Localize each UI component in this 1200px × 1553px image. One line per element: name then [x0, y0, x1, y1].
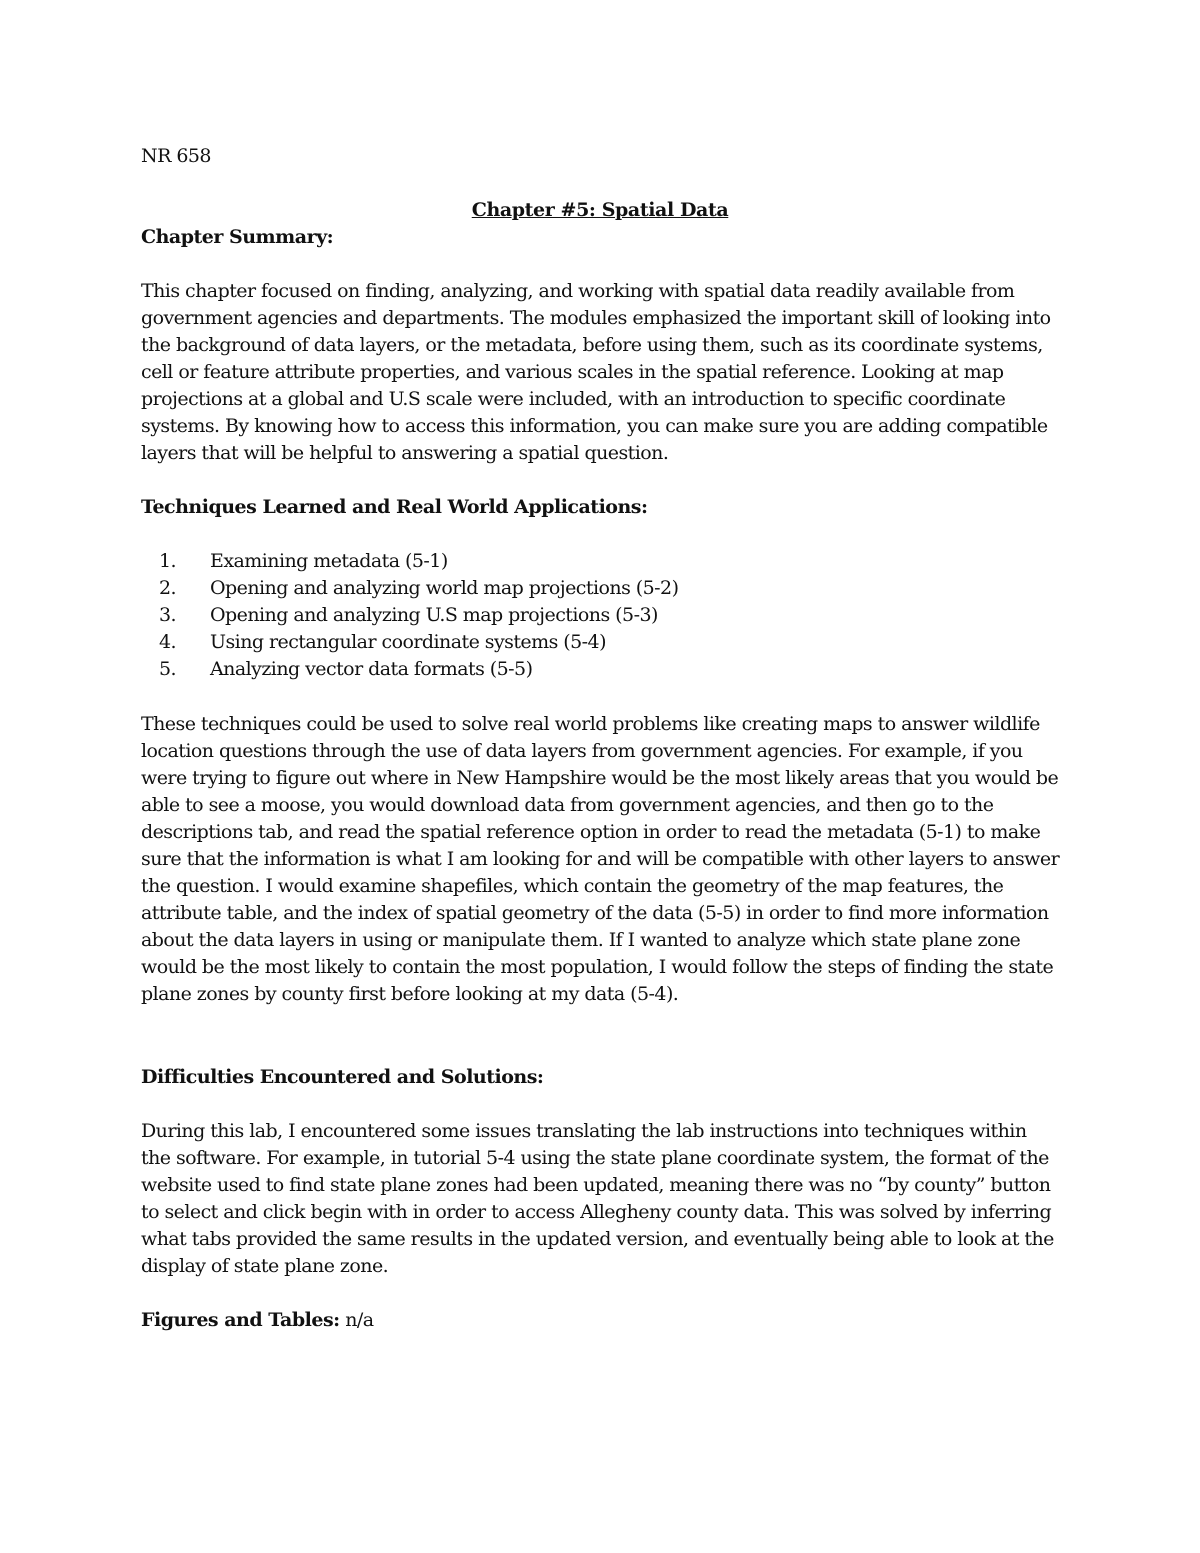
difficulties-heading: Difficulties Encountered and Solutions:: [141, 1066, 544, 1088]
techniques-list: [141, 548, 678, 683]
figures-label: Figures and Tables:: [141, 1309, 340, 1331]
list-item-number: 1.: [158, 550, 176, 572]
applications-paragraph: These techniques could be used to solve real world problems like creating maps to answer wildlife location questions through the use of data layers from government agencies. For example, if you were trying to figure out where in New Hampshire would be the most likely areas that you would be able to see a moose, you would download data from government agencies, and then go to the descriptions tab, and read the spatial reference option in order to read the metadata (5-1) to make sure that the information is what I am looking for and will be compatible with other layers to answer the question. I would examine shapefiles, which contain the geometry of the map features, the attribute table, and the index of spatial geometry of the data (5-5) in order to find more information about the data layers in using or manipulate them. If I wanted to analyze which state plane zone would be the most likely to contain the most population, I would follow the steps of finding the state plane zones by county first before looking at my data (5-4).: [141, 713, 1060, 1005]
list-item-number: 3.: [158, 604, 176, 626]
list-item-text: Analyzing vector data formats (5-5): [210, 658, 533, 680]
techniques-heading: Techniques Learned and Real World Applications:: [141, 496, 648, 518]
list-item: [141, 656, 678, 683]
list-item-text: Opening and analyzing U.S map projections (5-3): [210, 604, 658, 626]
list-item-number: 2.: [158, 577, 176, 599]
course-code: NR 658: [141, 145, 211, 167]
chapter-title: Chapter #5: Spatial Data: [471, 199, 729, 221]
list-item-number: 5.: [158, 658, 176, 680]
list-item-text: Opening and analyzing world map projections (5-2): [210, 577, 679, 599]
figures-value: n/a: [345, 1309, 374, 1331]
difficulties-paragraph: During this lab, I encountered some issues translating the lab instructions into techniques within the software. For example, in tutorial 5-4 using the state plane coordinate system, the format of the website used to find state plane zones had been updated, meaning there was no “by county” button to select and click begin with in order to access Allegheny county data. This was solved by inferring what tabs provided the same results in the updated version, and eventually being able to look at the display of state plane zone.: [141, 1120, 1054, 1277]
list-item: [141, 575, 678, 602]
summary-paragraph: This chapter focused on finding, analyzing, and working with spatial data readily available from government agencies and departments. The modules emphasized the important skill of looking into the background of data layers, or the metadata, before using them, such as its coordinate systems, cell or feature attribute properties, and various scales in the spatial reference. Looking at map projections at a global and U.S scale were included, with an introduction to specific coordinate systems. By knowing how to access this information, you can make sure you are adding compatible layers that will be helpful to answering a spatial question.: [141, 280, 1051, 464]
list-item-text: Using rectangular coordinate systems (5-4): [210, 631, 606, 653]
list-item-text: Examining metadata (5-1): [210, 550, 448, 572]
list-item: [141, 629, 678, 656]
list-item-number: 4.: [158, 631, 176, 653]
figures-line: [141, 1307, 1061, 1334]
list-item: [141, 548, 678, 575]
summary-heading: Chapter Summary:: [141, 226, 334, 248]
list-item: [141, 602, 678, 629]
